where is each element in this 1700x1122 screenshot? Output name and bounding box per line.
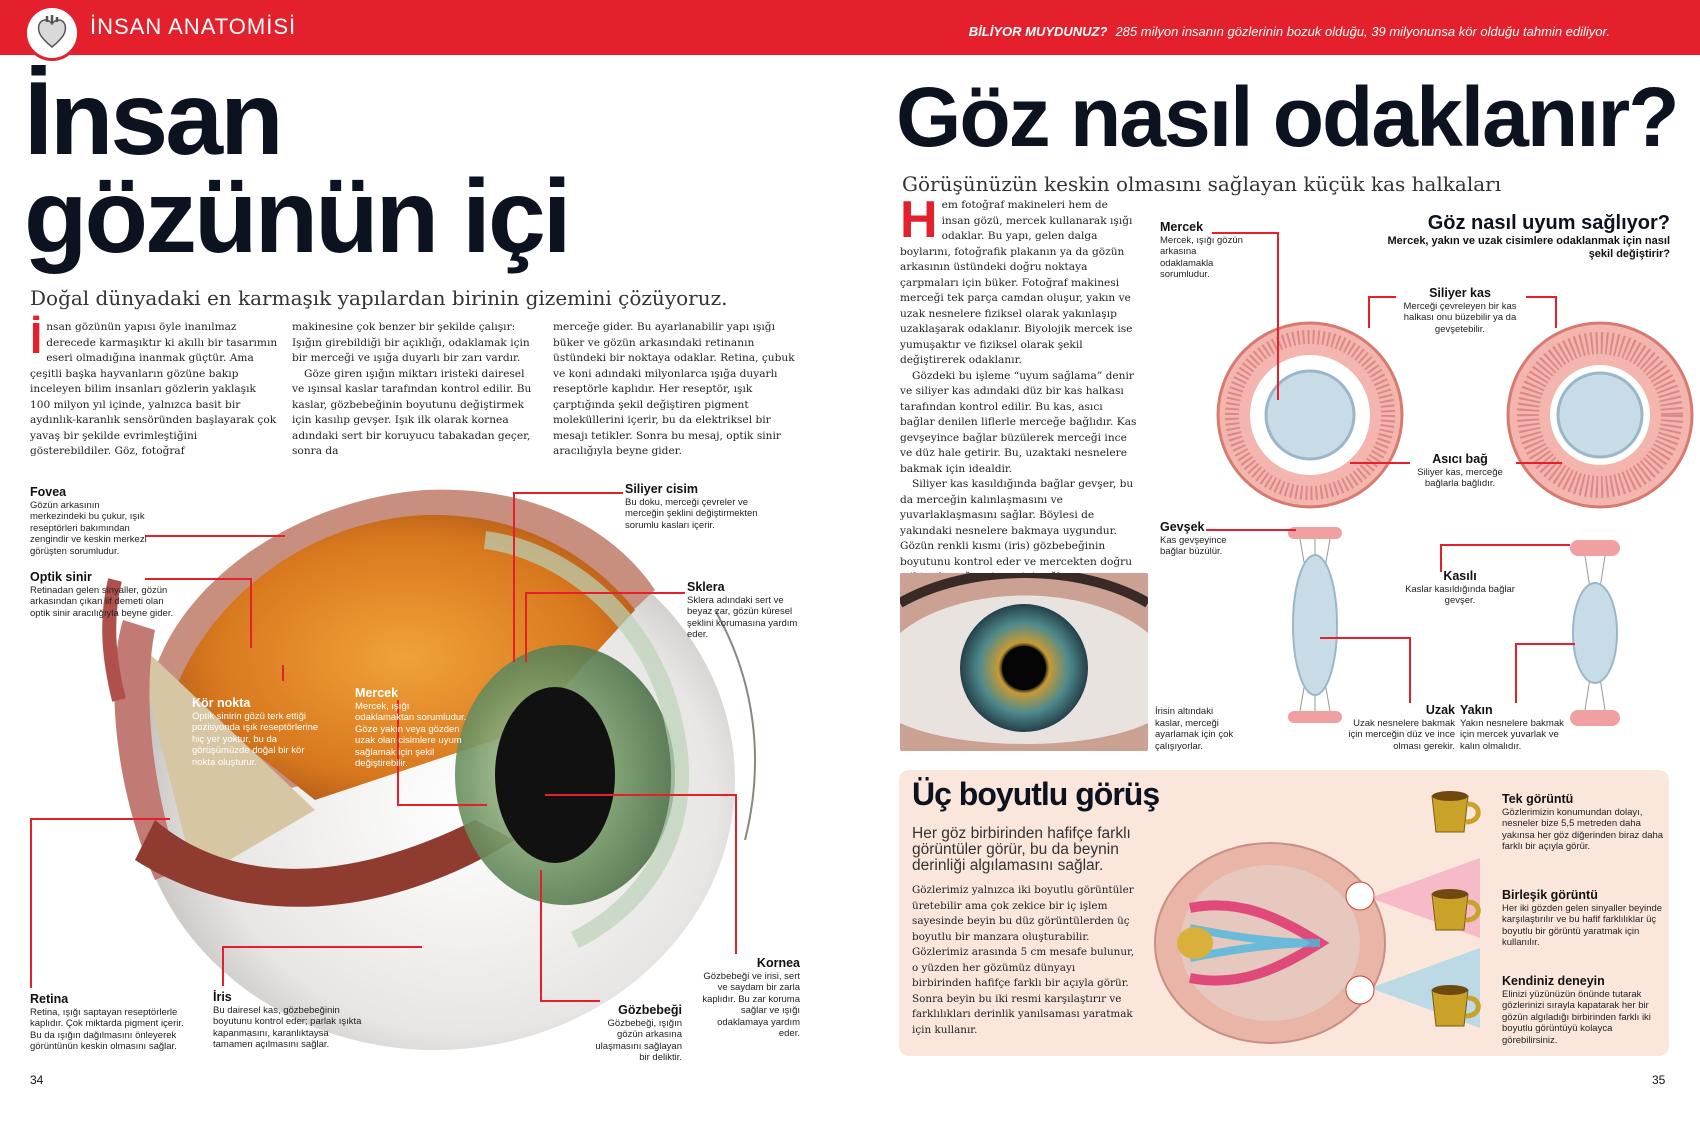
right-p2: Gözdeki bu işleme “uyum sağlama” denir ve siliyer kas adındaki düz bir kas halkası tarafından kontrol edilir. Bu kas, asıcı bağlar denilen liflerle merceğe bağlıdır. Kas gevşeyince bağlar büzülerek merceği ince ve düz hale getirir. Bu, uzaktaki nesnelere bakmak için idealdir.: [900, 369, 1137, 475]
label-tek-desc: Gözlerimizin konumundan dolayı, nesneler bize 5,5 metreden daha yakınsa her göz diğerinden biraz daha farklı bir açıyla görür.: [1502, 806, 1664, 852]
label-birlesik-title: Birleşik görüntü: [1502, 888, 1598, 902]
label-kendiniz-deneyin: [1502, 976, 1664, 1046]
r-siliyer-leader-rv: [1555, 296, 1557, 328]
cup-icon-1: [1428, 790, 1484, 836]
label-r-yakin-title: Yakın: [1460, 703, 1493, 717]
r-asici-leader-r: [1516, 462, 1562, 464]
heart-icon: [33, 14, 71, 52]
left-column-1: [30, 314, 278, 460]
label-retina-title: Retina: [30, 992, 69, 1006]
label-r-kasili-desc: Kaslar kasıldığında bağlar gevşer.: [1405, 583, 1515, 606]
left-title-line1: İnsan: [24, 61, 281, 177]
label-kornea-desc: Gözbebeği ve irisi, sert ve saydam bir zarla kaplıdır. Bu zar koruma sağlar ve ışığı odaklamaya yardım eder.: [702, 970, 800, 1039]
label-birlesik-goruntu: [1502, 890, 1664, 949]
anatomy-logo: [24, 5, 80, 61]
label-iris-desc: Bu dairesel kas, gözbebeğinin boyutunu kontrol eder; parlak ışıkta kapanmasını, karanlıktaysa tamamen açılmasını sağlar.: [213, 1004, 362, 1050]
label-r-uzak-desc: Uzak nesnelere bakmak için merceğin düz ve ince olması gerekir.: [1348, 717, 1455, 752]
gozbebegi-leader-v: [540, 870, 542, 1000]
label-gozbebegi-title: Gözbebeği: [618, 1003, 682, 1017]
label-r-yakin: [1460, 705, 1570, 752]
label-r-kasili: [1405, 571, 1515, 607]
accom-subtitle: Mercek, yakın ve uzak cisimlere odaklanmak için nasıl şekil değiştirir?: [1387, 235, 1670, 260]
label-birlesik-desc: Her iki gözden gelen sinyaller beyinde karşılaştırılır ve bu hafif farklılıklar üç boyutlu bir görüntü yaratmak için kullanılır.: [1502, 902, 1663, 948]
box-title: Üç boyutlu görüş: [912, 776, 1160, 812]
right-subtitle: Görüşünüzün keskin olmasını sağlayan küçük kas halkaları: [902, 172, 1502, 196]
label-r-kasili-title: Kasılı: [1443, 569, 1477, 583]
eye-photo: [900, 573, 1148, 751]
r-siliyer-leader-l: [1368, 296, 1396, 298]
label-kendiniz-desc: Elinizi yüzünüzün önünde tutarak gözlerinizi sırayla kapatarak her bir gözün algıladığı birbirinden farklı iki boyutlu görüntüyü kolayca görebilirsiniz.: [1502, 988, 1651, 1046]
accom-title: Göz nasıl uyum sağlıyor?: [1427, 212, 1670, 234]
lens-ring-relaxed: [1215, 320, 1405, 510]
sklera-leader-v: [525, 592, 527, 662]
dropcap-h: H: [900, 191, 938, 249]
r-mercek-leader-h: [1212, 232, 1278, 234]
label-sklera-desc: Sklera adındaki sert ve beyaz zar, gözün küresel şeklini korumasına yardım eder.: [687, 594, 798, 640]
label-fovea-desc: Gözün arkasının merkezindeki bu çukur, ışık reseptörleri bakımından zengindir ve keskin merkezi görüşten sorumludur.: [30, 499, 147, 557]
label-gozbebegi-desc: Gözbebeği, ışığın gözün arkasına ulaşmasını sağlayan bir deliktir.: [595, 1017, 682, 1063]
r-yakin-leader-h: [1515, 643, 1575, 645]
box-p1: Gözlerimiz yalnızca iki boyutlu görüntüler üretebilir ama çok zekice bir iç işlem sayesinde beyin bu düz görüntülerden üç boyutlu bir manzara oluşturabilir.: [912, 884, 1134, 943]
r-uzak-leader-v: [1409, 637, 1411, 703]
label-r-iris-note: [1155, 706, 1235, 752]
label-retina-desc: Retina, ışığı saptayan reseptörlerle kaplıdır. Çok miktarda pigment içerir. Bu da ışığın dağılmasını önleyerek görüntünün keskin olmasını sağlar.: [30, 1006, 184, 1052]
kornea-leader-v: [735, 794, 737, 954]
lens-contracted-side: [1550, 538, 1640, 728]
iris-leader-v: [222, 946, 224, 986]
r-kasili-leader-v: [1440, 544, 1442, 572]
label-kornea: [700, 958, 800, 1040]
label-optik: [30, 572, 180, 619]
label-r-asici-title: Asıcı bağ: [1432, 452, 1488, 466]
did-you-know-label: BİLİYOR MUYDUNUZ?: [968, 24, 1108, 39]
label-siliyer-desc: Bu doku, merceği çevreler ve merceğin şeklini değiştirmekten sorumlu kasları içerir.: [625, 496, 758, 531]
label-r-siliyer: [1395, 288, 1525, 335]
r-yakin-leader-v: [1515, 643, 1517, 703]
sklera-leader-h: [525, 592, 685, 594]
r-siliyer-leader-lv: [1368, 296, 1370, 328]
r-kasili-leader-h: [1440, 544, 1570, 546]
label-r-gevsek-desc: Kas gevşeyince bağlar büzülür.: [1160, 534, 1227, 557]
r-siliyer-leader-r: [1526, 296, 1556, 298]
label-r-asici-desc: Siliyer kas, merceğe bağlarla bağlıdır.: [1417, 466, 1503, 489]
siliyer-leader-h: [513, 492, 623, 494]
optik-leader-v: [250, 578, 252, 648]
label-kor-desc: Optik sinirin gözü terk ettiği pozisyonda ışık reseptörlerine hiç yer yoktur, bu da görüşümüzde doğal bir kör nokta oluşturur.: [192, 710, 319, 768]
box-body: [912, 883, 1137, 1038]
label-optik-desc: Retinadan gelen sinyaller, gözün arkasından çıkan lif demeti olan optik sinir aracılığıyla beyne gider.: [30, 584, 174, 619]
left-column-3: [553, 320, 801, 460]
cup-icon-2: [1428, 888, 1484, 934]
label-kor-nokta: [192, 698, 327, 768]
label-optik-title: Optik sinir: [30, 570, 92, 584]
label-retina: [30, 994, 190, 1053]
right-title: Göz nasıl odaklanır?: [896, 70, 1678, 164]
label-r-gevsek: [1160, 522, 1250, 558]
r-mercek-leader-v: [1277, 232, 1279, 400]
label-tek-title: Tek görüntü: [1502, 792, 1574, 806]
label-fovea: [30, 487, 150, 557]
label-r-mercek-title: Mercek: [1160, 220, 1204, 234]
label-kendiniz-title: Kendiniz deneyin: [1502, 974, 1605, 988]
label-iris-title: İris: [213, 990, 232, 1004]
box-lead: Her göz birbirinden hafifçe farklı görüntüler görür, bu da beynin derinliği algılamasını sağlar.: [912, 825, 1131, 874]
left-column-2: [292, 320, 540, 460]
iris-leader-h: [222, 946, 422, 948]
r-uzak-leader-h: [1320, 637, 1410, 639]
left-title-line2: gözünün içi: [24, 159, 569, 275]
label-sklera-title: Sklera: [687, 580, 725, 594]
did-you-know: [969, 24, 1610, 39]
label-kornea-title: Kornea: [756, 956, 800, 970]
label-r-uzak: [1345, 705, 1455, 752]
label-r-iris-desc: İrisin altındaki kaslar, merceği ayarlamak için çok çalışıyorlar.: [1155, 706, 1234, 752]
col2b-text: Göze giren ışığın miktarı iristeki dairesel ve ışınsal kaslar tarafından kontrol edilir. Bu kaslar, gözbebeğinin boyutunu değiştirmek için kasılıp gevşer. Işık ilk olarak kornea adındaki sert bir koruyucu tabakadan geçer, sonra da: [292, 367, 532, 457]
cup-icon-3: [1428, 984, 1484, 1030]
label-mercek: [355, 688, 470, 770]
siliyer-leader-v: [513, 492, 515, 662]
label-r-siliyer-desc: Merceği çevreleyen bir kas halkası onu büzebilir ya da gevşetebilir.: [1403, 300, 1517, 335]
retina-leader-h: [30, 818, 170, 820]
lens-relaxed-side: [1270, 525, 1360, 725]
col1-text: nsan gözünün yapısı öyle inanılmaz derecede karmaşıktır ki akıllı bir tasarımın eseri olmadığına inanmak güçtür. Ama çeşitli başka hayvanların gözüne bakıp inceleyen bilim insanları gözlerin yaklaşık 100 milyon yıl içinde, yalnızca basit bir aydınlık-karanlık sensöründen başlayarak çok yavaş bir şekilde evrimleştiğini gösterebildiler. Göz, fotoğraf: [30, 321, 278, 457]
r-asici-leader-l: [1350, 462, 1410, 464]
label-r-siliyer-title: Siliyer kas: [1429, 286, 1491, 300]
r-gevsek-leader: [1206, 529, 1296, 531]
right-p3: Siliyer kas kasıldığında bağlar gevşer, bu da merceğin kalınlaşmasını ve yuvarlaklaşmasını sağlar. Böylesi de yakındaki nesnelere bakmaya uygundur. Gözün renkli kısmı (iris) gözbebeğinin boyutunu kontrol eder ve mercekten doğru: [900, 478, 1134, 568]
label-r-asici: [1405, 454, 1515, 490]
label-sklera: [687, 582, 802, 641]
label-siliyer-title: Siliyer cisim: [625, 482, 698, 496]
col2a-text: makinesine çok benzer bir şekilde çalışır: Işığın girebildiği bir açıklığı, odaklamak için bir merceği ve ışığa duyarlı bir zarı vardır.: [292, 321, 530, 364]
page-number-left: 34: [30, 1073, 44, 1087]
label-tek-goruntu: [1502, 794, 1664, 853]
label-mercek-desc: Mercek, ışığı odaklamaktan sorumludur. Göze yakın veya gözden uzak olan cisimlere uyum sağlamak için şekil değiştirebilir.: [355, 700, 467, 769]
label-r-mercek-desc: Mercek, ışığı gözün arkasına odaklamakla sorumludur.: [1160, 234, 1243, 280]
label-mercek-title: Mercek: [355, 686, 399, 700]
kornea-leader-h: [545, 794, 735, 796]
page-number-right: 35: [1652, 1073, 1666, 1087]
label-r-yakin-desc: Yakın nesnelere bakmak için mercek yuvarlak ve kalın olmalıdır.: [1460, 717, 1564, 752]
mercek-leader-h: [397, 804, 487, 806]
label-r-gevsek-title: Gevşek: [1160, 520, 1205, 534]
left-subtitle: Doğal dünyadaki en karmaşık yapılardan birinin gizemini çözüyoruz.: [30, 286, 728, 310]
label-kor-title: Kör nokta: [192, 696, 251, 710]
accommodation-header: [1380, 212, 1670, 261]
dropcap-i: İ: [30, 314, 43, 363]
fovea-leader: [145, 535, 285, 537]
label-r-mercek: [1160, 222, 1250, 281]
did-you-know-text: 285 milyon insanın gözlerinin bozuk olduğu, 39 milyonunsa kör olduğu tahmin ediliyor.: [1115, 24, 1610, 39]
lens-ring-contracted: [1505, 320, 1695, 510]
label-gozbebegi: [590, 1005, 682, 1064]
gozbebegi-leader-h: [540, 1000, 600, 1002]
label-iris: [213, 992, 363, 1051]
label-fovea-title: Fovea: [30, 485, 67, 499]
label-r-uzak-title: Uzak: [1425, 703, 1455, 717]
label-siliyer-cisim: [625, 484, 770, 531]
retina-leader-v: [30, 818, 32, 988]
section-label: İNSAN ANATOMİSİ: [90, 14, 297, 39]
kor-leader: [282, 665, 284, 681]
right-column: [900, 191, 1140, 586]
right-p1: em fotoğraf makineleri hem de insan gözü, mercek kullanarak ışığı odaklar. Bu yapı, gelen dalga boylarını, fotoğrafik plakanın ya da gözün arkasının üstündeki doğru noktaya çarpmaları için büker. Fotoğraf makinesi merceği tek parça camdan oluşur, yakın ve uzak nesnelere fiziksel olarak yakınlaşıp uzaklaşarak odaklanır. Biyolojik mercek ise yumuşaktır ve fiziksel olarak şekil değiştirerek odaklanır.: [900, 199, 1133, 366]
col3-text: merceğe gider. Bu ayarlanabilir yapı ışığı büker ve gözün arkasındaki retinanın üstündeki bir noktaya odaklar. Retina, çubuk ve koni adındaki milyonlarca ışığa duyarlı reseptörle kaplıdır. Her reseptör, ışık çarptığında şekil değiştiren pigment moleküllerini içerir, bu da elektriksel bir mesajı tetikler. Sonra bu mesaj, optik sinir aracılığıyla beyne gider.: [553, 321, 795, 457]
box-p2: Gözlerimiz arasında 5 cm mesafe bulunur, o yüzden her gözümüz dünyayı birbirinden hafifçe farklı bir açıyla görür. Sonra beyin bu iki resmi karşılaştırır ve farklılıkları derinlik yanılsaması yaratmak için kullanır.: [912, 946, 1135, 1036]
